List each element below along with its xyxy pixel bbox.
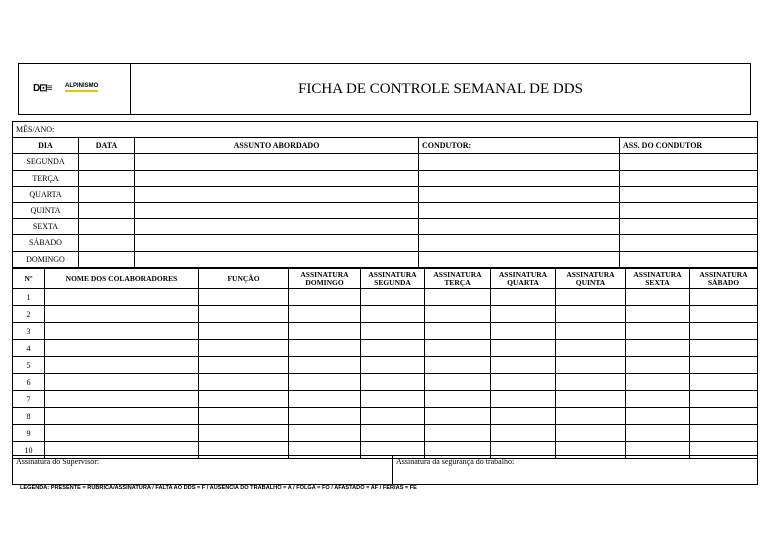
- collaborator-name-cell[interactable]: [45, 425, 199, 442]
- signature-cell[interactable]: [690, 306, 758, 323]
- date-cell[interactable]: [79, 235, 135, 251]
- signature-cell[interactable]: [690, 374, 758, 391]
- staff-col-header: ASSINATURA TERÇA: [425, 269, 491, 289]
- signature-cell[interactable]: [425, 306, 491, 323]
- signature-cell[interactable]: [361, 408, 425, 425]
- signature-cell[interactable]: [361, 323, 425, 340]
- signature-cell[interactable]: [425, 340, 491, 357]
- day-row: [13, 219, 758, 235]
- signature-cell[interactable]: [491, 340, 556, 357]
- signature-cell[interactable]: [425, 391, 491, 408]
- function-cell[interactable]: [199, 374, 289, 391]
- signature-cell[interactable]: [361, 425, 425, 442]
- month-year-field[interactable]: MÊS/ANO:: [13, 122, 758, 138]
- staff-row: [13, 289, 758, 306]
- staff-col-header: ASSINATURA DOMINGO: [289, 269, 361, 289]
- row-number: 3: [13, 323, 45, 340]
- signature-cell[interactable]: [626, 289, 690, 306]
- staff-rows: [13, 289, 758, 459]
- date-cell[interactable]: [79, 251, 135, 267]
- conductor-signature-cell[interactable]: [620, 154, 758, 170]
- conductor-cell[interactable]: [419, 186, 620, 202]
- function-cell[interactable]: [199, 391, 289, 408]
- function-cell[interactable]: [199, 323, 289, 340]
- col-conductor: CONDUTOR:: [419, 138, 620, 154]
- staff-signature-table: [12, 268, 758, 459]
- col-date: DATA: [79, 138, 135, 154]
- col-conductor-signature: ASS. DO CONDUTOR: [620, 138, 758, 154]
- col-day: DIA: [13, 138, 79, 154]
- signature-cell[interactable]: [425, 374, 491, 391]
- staff-table-header: [13, 269, 758, 289]
- signature-cell[interactable]: [556, 306, 626, 323]
- staff-row: [13, 425, 758, 442]
- collaborator-name-cell[interactable]: [45, 340, 199, 357]
- function-cell[interactable]: [199, 289, 289, 306]
- signature-cell[interactable]: [491, 289, 556, 306]
- signature-cell[interactable]: [491, 306, 556, 323]
- signature-cell[interactable]: [289, 340, 361, 357]
- date-cell[interactable]: [79, 219, 135, 235]
- form-title: FICHA DE CONTROLE SEMANAL DE DDS: [298, 81, 583, 97]
- collaborator-name-cell[interactable]: [45, 323, 199, 340]
- conductor-cell[interactable]: [419, 202, 620, 218]
- subject-cell[interactable]: [135, 235, 419, 251]
- signature-cell[interactable]: [556, 323, 626, 340]
- signature-cell[interactable]: [425, 323, 491, 340]
- staff-row: [13, 306, 758, 323]
- collaborator-name-cell[interactable]: [45, 289, 199, 306]
- conductor-signature-cell[interactable]: [620, 235, 758, 251]
- day-label: QUARTA: [13, 186, 79, 202]
- signature-cell[interactable]: [690, 425, 758, 442]
- date-cell[interactable]: [79, 186, 135, 202]
- signature-cell[interactable]: [690, 323, 758, 340]
- signature-cell[interactable]: [491, 323, 556, 340]
- signature-cell[interactable]: [626, 374, 690, 391]
- staff-col-header: ASSINATURA SEGUNDA: [361, 269, 425, 289]
- staff-row: [13, 374, 758, 391]
- signature-cell[interactable]: [690, 357, 758, 374]
- signature-cell[interactable]: [690, 408, 758, 425]
- signature-cell[interactable]: [361, 289, 425, 306]
- signature-cell[interactable]: [626, 391, 690, 408]
- day-row: [13, 170, 758, 186]
- row-number: 7: [13, 391, 45, 408]
- signature-cell[interactable]: [556, 357, 626, 374]
- conductor-cell[interactable]: [419, 251, 620, 267]
- conductor-signature-cell[interactable]: [620, 202, 758, 218]
- row-number: 10: [13, 442, 45, 459]
- signature-cell[interactable]: [289, 374, 361, 391]
- signature-cell[interactable]: [361, 306, 425, 323]
- date-cell[interactable]: [79, 202, 135, 218]
- signature-cell[interactable]: [361, 340, 425, 357]
- signature-cell[interactable]: [626, 357, 690, 374]
- signature-cell[interactable]: [626, 306, 690, 323]
- signature-cell[interactable]: [556, 391, 626, 408]
- signature-cell[interactable]: [491, 391, 556, 408]
- col-subject: ASSUNTO ABORDADO: [135, 138, 419, 154]
- subject-cell[interactable]: [135, 202, 419, 218]
- signature-cell[interactable]: [556, 408, 626, 425]
- subject-cell[interactable]: [135, 170, 419, 186]
- row-number: 8: [13, 408, 45, 425]
- signature-cell[interactable]: [289, 323, 361, 340]
- day-row: [13, 186, 758, 202]
- row-number: 1: [13, 289, 45, 306]
- day-row: [13, 235, 758, 251]
- row-number: 2: [13, 306, 45, 323]
- staff-row: [13, 391, 758, 408]
- signature-cell[interactable]: [289, 391, 361, 408]
- signature-cell[interactable]: [690, 391, 758, 408]
- subject-cell[interactable]: [135, 219, 419, 235]
- signature-cell[interactable]: [556, 374, 626, 391]
- function-cell[interactable]: [199, 357, 289, 374]
- subject-cell[interactable]: [135, 154, 419, 170]
- signature-cell[interactable]: [425, 357, 491, 374]
- staff-col-header: ASSINATURA QUINTA: [556, 269, 626, 289]
- day-label: SÁBADO: [13, 235, 79, 251]
- signature-cell[interactable]: [491, 408, 556, 425]
- staff-col-header: ASSINATURA SÁBADO: [690, 269, 758, 289]
- day-label: SEXTA: [13, 219, 79, 235]
- company-logo-icon: D⊡≡: [33, 83, 52, 94]
- weekly-day-rows: [13, 154, 758, 267]
- staff-col-header: FUNÇÃO: [199, 269, 289, 289]
- staff-row: [13, 323, 758, 340]
- function-cell[interactable]: [199, 425, 289, 442]
- logo-cell: [19, 64, 131, 114]
- date-cell[interactable]: [79, 154, 135, 170]
- signature-cell[interactable]: [361, 391, 425, 408]
- signature-cell[interactable]: [690, 340, 758, 357]
- conductor-signature-cell[interactable]: [620, 251, 758, 267]
- staff-row: [13, 357, 758, 374]
- conductor-signature-cell[interactable]: [620, 219, 758, 235]
- signature-cell[interactable]: [289, 289, 361, 306]
- signature-cell[interactable]: [289, 306, 361, 323]
- row-number: 9: [13, 425, 45, 442]
- safety-signature-field[interactable]: Assinatura da segurança do trabalho:: [393, 456, 758, 485]
- form-header: [18, 63, 751, 115]
- signature-cell[interactable]: [361, 357, 425, 374]
- signature-cell[interactable]: [626, 408, 690, 425]
- day-row: [13, 154, 758, 170]
- day-row: [13, 202, 758, 218]
- signature-cell[interactable]: [491, 425, 556, 442]
- final-signatures: [12, 455, 758, 485]
- signature-cell[interactable]: [425, 425, 491, 442]
- weekly-table-header: [13, 138, 758, 154]
- signature-cell[interactable]: [690, 289, 758, 306]
- legend: LEGENDA: PRESENTE = RÚBRICA/ASSINATURA / FALTA AO DDS = F / AUSÊNCIA DO TRABALHO = A / FOLGA = FO / AFASTADO = AF / FÉRIAS = FE: [20, 485, 417, 491]
- subject-cell[interactable]: [135, 251, 419, 267]
- signature-cell[interactable]: [491, 374, 556, 391]
- staff-col-header: Nº: [13, 269, 45, 289]
- collaborator-name-cell[interactable]: [45, 374, 199, 391]
- staff-col-header: ASSINATURA SEXTA: [626, 269, 690, 289]
- day-label: DOMINGO: [13, 251, 79, 267]
- signature-cell[interactable]: [626, 425, 690, 442]
- conductor-cell[interactable]: [419, 170, 620, 186]
- staff-row: [13, 408, 758, 425]
- signature-cell[interactable]: [425, 408, 491, 425]
- supervisor-signature-field[interactable]: Assinatura do Supervisor:: [13, 456, 393, 485]
- day-label: QUINTA: [13, 202, 79, 218]
- collaborator-name-cell[interactable]: [45, 391, 199, 408]
- date-cell[interactable]: [79, 170, 135, 186]
- signature-cell[interactable]: [556, 340, 626, 357]
- weekly-dds-table: [12, 121, 758, 268]
- row-number: 4: [13, 340, 45, 357]
- signature-cell[interactable]: [556, 289, 626, 306]
- subject-cell[interactable]: [135, 186, 419, 202]
- day-label: SEGUNDA: [13, 154, 79, 170]
- conductor-signature-cell[interactable]: [620, 170, 758, 186]
- signature-cell[interactable]: [361, 374, 425, 391]
- function-cell[interactable]: [199, 306, 289, 323]
- signature-cell[interactable]: [491, 357, 556, 374]
- signature-cell[interactable]: [626, 340, 690, 357]
- signature-cell[interactable]: [289, 408, 361, 425]
- signature-cell[interactable]: [425, 289, 491, 306]
- conductor-cell[interactable]: [419, 154, 620, 170]
- row-number: 5: [13, 357, 45, 374]
- signature-cell[interactable]: [289, 425, 361, 442]
- signature-cell[interactable]: [556, 425, 626, 442]
- signature-cell[interactable]: [289, 357, 361, 374]
- conductor-signature-cell[interactable]: [620, 186, 758, 202]
- company-logo-text: ALPINISMO: [65, 82, 98, 92]
- day-row: [13, 251, 758, 267]
- day-label: TERÇA: [13, 170, 79, 186]
- staff-col-header: ASSINATURA QUARTA: [491, 269, 556, 289]
- staff-col-header: NOME DOS COLABORADORES: [45, 269, 199, 289]
- function-cell[interactable]: [199, 408, 289, 425]
- collaborator-name-cell[interactable]: [45, 306, 199, 323]
- staff-row: [13, 340, 758, 357]
- collaborator-name-cell[interactable]: [45, 357, 199, 374]
- function-cell[interactable]: [199, 340, 289, 357]
- conductor-cell[interactable]: [419, 219, 620, 235]
- collaborator-name-cell[interactable]: [45, 408, 199, 425]
- row-number: 6: [13, 374, 45, 391]
- signature-cell[interactable]: [626, 323, 690, 340]
- conductor-cell[interactable]: [419, 235, 620, 251]
